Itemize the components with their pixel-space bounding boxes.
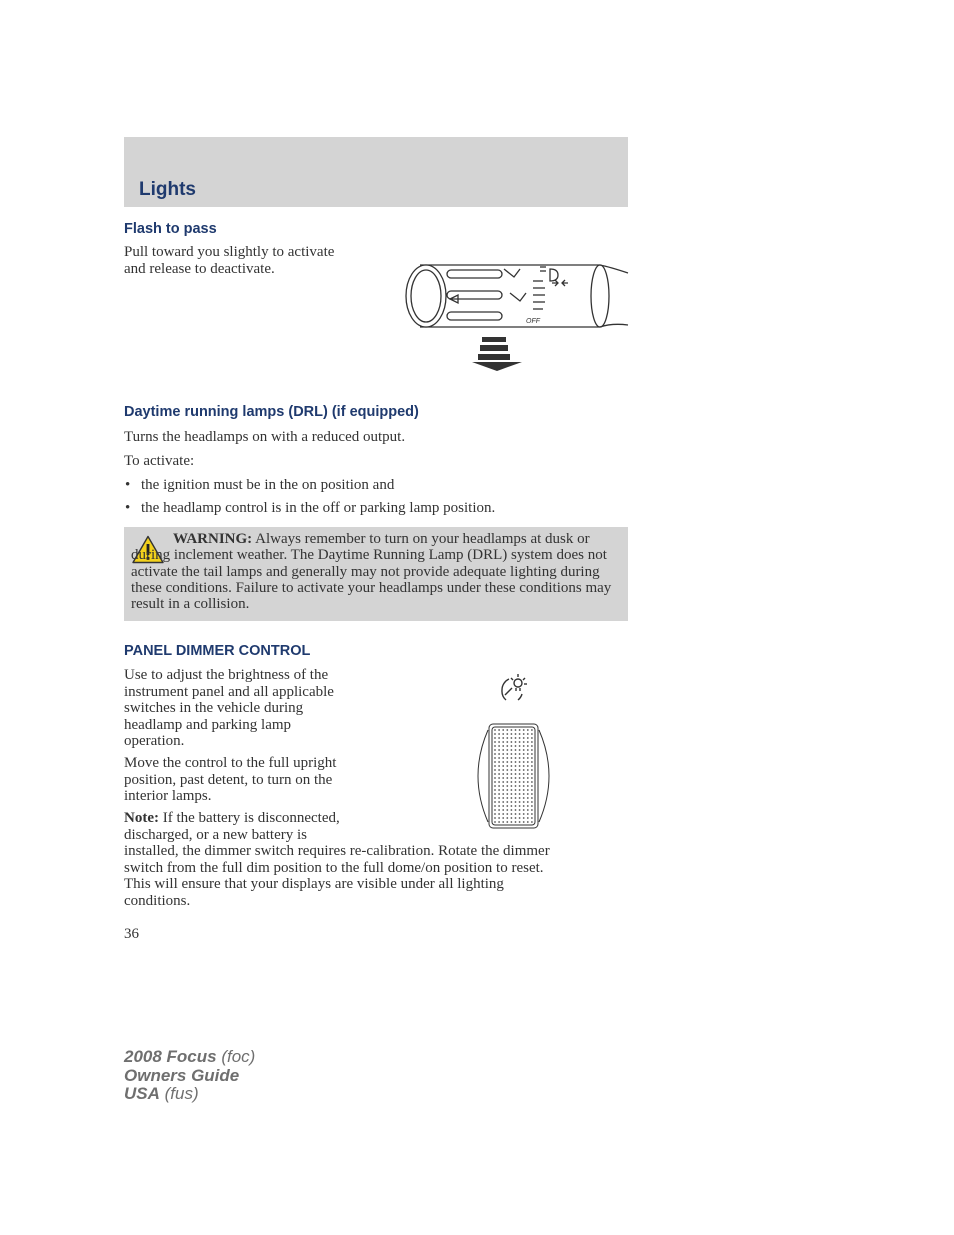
panel-dimmer-icon bbox=[497, 672, 531, 704]
wheel-grip-dot bbox=[506, 809, 508, 811]
wheel-grip-dot bbox=[498, 761, 500, 763]
wheel-grip-dot bbox=[498, 777, 500, 779]
wheel-grip-dot bbox=[531, 753, 533, 755]
section-title: Lights bbox=[139, 179, 196, 200]
wheel-grip-dot bbox=[523, 753, 525, 755]
wheel-grip-dot bbox=[527, 773, 529, 775]
wheel-grip-dot bbox=[515, 813, 517, 815]
wheel-grip-dot bbox=[494, 821, 496, 823]
wheel-grip-dot bbox=[519, 765, 521, 767]
wheel-grip-dot bbox=[523, 765, 525, 767]
wheel-grip-dot bbox=[519, 773, 521, 775]
wheel-grip-dot bbox=[523, 749, 525, 751]
wheel-grip-dot bbox=[494, 817, 496, 819]
wheel-grip-dot bbox=[494, 729, 496, 731]
wheel-grip-dot bbox=[523, 737, 525, 739]
wheel-grip-dot bbox=[506, 777, 508, 779]
wheel-grip-dot bbox=[494, 813, 496, 815]
wheel-grip-dot bbox=[515, 817, 517, 819]
wheel-grip-dot bbox=[523, 789, 525, 791]
wheel-grip-dot bbox=[519, 797, 521, 799]
wheel-grip-dot bbox=[515, 781, 517, 783]
wheel-grip-dot bbox=[519, 729, 521, 731]
footer-model: 2008 Focus bbox=[124, 1047, 217, 1066]
wheel-grip-dot bbox=[506, 797, 508, 799]
wheel-grip-dot bbox=[502, 785, 504, 787]
wheel-grip-dot bbox=[498, 805, 500, 807]
wheel-grip-dot bbox=[515, 749, 517, 751]
panel-dimmer-paragraph-2 bbox=[124, 755, 336, 805]
warning-body: Always remember to turn on your headlamps at dusk or during inclement weather. The Daytime Running Lamp (DRL) system does not activate the tail lamps and generally may not provide adequate lighting during these conditions. Failure to activate your headlamps under these conditions may result in a collision. bbox=[131, 531, 612, 613]
text-line: switches in the vehicle during bbox=[124, 700, 304, 716]
flash-to-pass-heading: Flash to pass bbox=[124, 221, 217, 237]
drl-heading: Daytime running lamps (DRL) (if equipped) bbox=[124, 404, 419, 420]
wheel-grip-dot bbox=[523, 817, 525, 819]
wheel-grip-dot bbox=[494, 741, 496, 743]
bullet-dot: • bbox=[125, 477, 131, 493]
drl-intro: Turns the headlamps on with a reduced output. bbox=[124, 429, 406, 445]
wheel-grip-dot bbox=[502, 737, 504, 739]
wheel-grip-dot bbox=[515, 821, 517, 823]
wheel-grip-dot bbox=[511, 817, 513, 819]
wheel-grip-dot bbox=[515, 761, 517, 763]
wheel-grip-dot bbox=[519, 753, 521, 755]
wheel-grip-dot bbox=[494, 781, 496, 783]
wheel-grip-dot bbox=[494, 793, 496, 795]
wheel-grip-dot bbox=[531, 789, 533, 791]
wheel-grip-dot bbox=[494, 733, 496, 735]
wheel-grip-dot bbox=[531, 745, 533, 747]
text-line: If the battery is disconnected, bbox=[158, 810, 340, 826]
wheel-grip-dot bbox=[515, 797, 517, 799]
wheel-grip-dot bbox=[494, 777, 496, 779]
wheel-grip-dot bbox=[494, 737, 496, 739]
wheel-grip-dot bbox=[506, 769, 508, 771]
panel-dimmer-paragraph-1 bbox=[124, 667, 334, 750]
wheel-grip-dot bbox=[498, 741, 500, 743]
footer-model-code: (foc) bbox=[216, 1047, 256, 1066]
wheel-grip-dot bbox=[527, 821, 529, 823]
wheel-grip-dot bbox=[519, 745, 521, 747]
wheel-grip-dot bbox=[494, 785, 496, 787]
wheel-grip-dot bbox=[519, 741, 521, 743]
wheel-grip-dot bbox=[498, 757, 500, 759]
wheel-grip-dot bbox=[523, 729, 525, 731]
wheel-grip-dot bbox=[502, 813, 504, 815]
wheel-grip-dot bbox=[515, 769, 517, 771]
wheel-grip-dot bbox=[502, 761, 504, 763]
wheel-grip-dot bbox=[531, 797, 533, 799]
text-line: Use to adjust the brightness of the bbox=[124, 667, 329, 683]
wheel-grip-dot bbox=[519, 821, 521, 823]
wheel-grip-dot bbox=[527, 781, 529, 783]
wheel-grip-dot bbox=[511, 805, 513, 807]
warning-text bbox=[131, 531, 617, 612]
wheel-grip-dot bbox=[523, 781, 525, 783]
wheel-grip-dot bbox=[494, 765, 496, 767]
wheel-grip-dot bbox=[494, 801, 496, 803]
wheel-grip-dot bbox=[527, 813, 529, 815]
wheel-grip-dot bbox=[498, 729, 500, 731]
wheel-grip-dot bbox=[519, 769, 521, 771]
text-line: Move the control to the full upright bbox=[124, 755, 337, 771]
wheel-grip-dot bbox=[523, 785, 525, 787]
flash-to-pass-body bbox=[124, 244, 334, 277]
wheel-grip-dot bbox=[527, 801, 529, 803]
wheel-grip-dot bbox=[511, 773, 513, 775]
wheel-grip-dot bbox=[502, 821, 504, 823]
wheel-grip-dot bbox=[506, 793, 508, 795]
flash-to-pass-line: and release to deactivate. bbox=[124, 260, 275, 277]
wheel-grip-dot bbox=[502, 793, 504, 795]
wheel-grip-dot bbox=[511, 741, 513, 743]
wheel-grip-dot bbox=[498, 749, 500, 751]
wheel-grip-dot bbox=[531, 821, 533, 823]
wheel-grip-dot bbox=[531, 777, 533, 779]
wheel-grip-dot bbox=[527, 777, 529, 779]
wheel-grip-dot bbox=[523, 769, 525, 771]
wheel-grip-dot bbox=[498, 817, 500, 819]
wheel-grip-dot bbox=[498, 781, 500, 783]
wheel-grip-dot bbox=[494, 809, 496, 811]
text-line: headlamp and parking lamp bbox=[124, 716, 292, 733]
wheel-grip-dot bbox=[502, 741, 504, 743]
wheel-grip-dot bbox=[531, 737, 533, 739]
wheel-grip-dot bbox=[519, 813, 521, 815]
wheel-grip-dot bbox=[506, 813, 508, 815]
wheel-grip-dot bbox=[502, 749, 504, 751]
wheel-grip-dot bbox=[502, 765, 504, 767]
wheel-grip-dot bbox=[498, 797, 500, 799]
wheel-grip-dot bbox=[519, 761, 521, 763]
wheel-grip-dot bbox=[515, 801, 517, 803]
wheel-grip-dot bbox=[502, 797, 504, 799]
wheel-grip-dot bbox=[511, 769, 513, 771]
wheel-grip-dot bbox=[506, 785, 508, 787]
wheel-grip-dot bbox=[511, 761, 513, 763]
wheel-grip-dot bbox=[502, 773, 504, 775]
wheel-grip-dot bbox=[531, 729, 533, 731]
wheel-grip-dot bbox=[511, 745, 513, 747]
wheel-grip-dot bbox=[498, 737, 500, 739]
wheel-grip-dot bbox=[531, 781, 533, 783]
panel-dimmer-heading: PANEL DIMMER CONTROL bbox=[124, 643, 311, 659]
wheel-grip-dot bbox=[519, 789, 521, 791]
wheel-grip-dot bbox=[494, 757, 496, 759]
wheel-grip-dot bbox=[523, 809, 525, 811]
wheel-grip-dot bbox=[506, 745, 508, 747]
wheel-grip-dot bbox=[511, 729, 513, 731]
wheel-grip-dot bbox=[502, 809, 504, 811]
wheel-grip-dot bbox=[494, 805, 496, 807]
wheel-grip-dot bbox=[515, 789, 517, 791]
text-line: discharged, or a new battery is bbox=[124, 826, 307, 843]
wheel-grip-dot bbox=[531, 817, 533, 819]
wheel-grip-dot bbox=[515, 773, 517, 775]
wheel-grip-dot bbox=[515, 809, 517, 811]
wheel-grip-dot bbox=[511, 797, 513, 799]
text-line: position, past detent, to turn on the bbox=[124, 771, 333, 788]
wheel-grip-dot bbox=[506, 765, 508, 767]
text-line: conditions. bbox=[124, 892, 191, 909]
wheel-grip-dot bbox=[502, 729, 504, 731]
wheel-grip-dot bbox=[527, 733, 529, 735]
wheel-grip-dot bbox=[519, 801, 521, 803]
wheel-grip-dot bbox=[523, 805, 525, 807]
wheel-grip-dot bbox=[527, 789, 529, 791]
wheel-grip-dot bbox=[498, 821, 500, 823]
wheel-grip-dot bbox=[519, 793, 521, 795]
wheel-grip-dot bbox=[527, 729, 529, 731]
wheel-grip-dot bbox=[527, 805, 529, 807]
wheel-grip-dot bbox=[502, 745, 504, 747]
wheel-grip-dot bbox=[515, 733, 517, 735]
wheel-grip-dot bbox=[531, 749, 533, 751]
wheel-grip-dot bbox=[506, 817, 508, 819]
wheel-grip-dot bbox=[494, 753, 496, 755]
wheel-grip-dot bbox=[506, 757, 508, 759]
wheel-grip-dot bbox=[498, 801, 500, 803]
wheel-grip-dot bbox=[502, 769, 504, 771]
dimmer-thumbwheel-illustration bbox=[476, 720, 551, 832]
text-line: operation. bbox=[124, 733, 185, 749]
wheel-grip-dot bbox=[515, 757, 517, 759]
wheel-grip-dot bbox=[506, 781, 508, 783]
wheel-grip-dot bbox=[515, 745, 517, 747]
wheel-grip-dot bbox=[523, 733, 525, 735]
flash-to-pass-line: Pull toward you slightly to activate bbox=[124, 244, 335, 260]
wheel-grip-dot bbox=[527, 737, 529, 739]
wheel-grip-dot bbox=[498, 785, 500, 787]
wheel-grip-dot bbox=[494, 789, 496, 791]
wheel-grip-dot bbox=[494, 761, 496, 763]
wheel-grip-dot bbox=[515, 729, 517, 731]
section-header-band bbox=[124, 137, 628, 207]
text-line: switch from the full dim position to the full dome/on position to reset. bbox=[124, 859, 544, 876]
wheel-grip-dot bbox=[498, 733, 500, 735]
wheel-grip-dot bbox=[511, 749, 513, 751]
wheel-grip-dot bbox=[531, 785, 533, 787]
wheel-grip-dot bbox=[531, 769, 533, 771]
wheel-grip-dot bbox=[502, 777, 504, 779]
wheel-grip-dot bbox=[502, 789, 504, 791]
wheel-grip-dot bbox=[519, 737, 521, 739]
wheel-grip-dot bbox=[519, 749, 521, 751]
wheel-grip-dot bbox=[531, 765, 533, 767]
wheel-grip-dot bbox=[523, 777, 525, 779]
list-item-text: the ignition must be in the on position and bbox=[141, 477, 395, 493]
wheel-grip-dot bbox=[531, 757, 533, 759]
wheel-grip-dot bbox=[523, 801, 525, 803]
wheel-grip-dot bbox=[519, 757, 521, 759]
wheel-grip-dot bbox=[527, 785, 529, 787]
wheel-grip-dot bbox=[519, 781, 521, 783]
wheel-grip-dot bbox=[519, 785, 521, 787]
wheel-grip-dot bbox=[527, 769, 529, 771]
wheel-grip-dot bbox=[498, 789, 500, 791]
footer-region-code: (fus) bbox=[159, 1084, 199, 1103]
wheel-grip-dot bbox=[511, 765, 513, 767]
wheel-grip-dot bbox=[498, 813, 500, 815]
text-line: interior lamps. bbox=[124, 788, 212, 804]
wheel-grip-dot bbox=[498, 769, 500, 771]
wheel-grip-dot bbox=[523, 813, 525, 815]
wheel-grip-dot bbox=[511, 777, 513, 779]
wheel-grip-dot bbox=[531, 741, 533, 743]
list-item-text: the headlamp control is in the off or parking lamp position. bbox=[141, 500, 496, 516]
wheel-grip-dot bbox=[498, 793, 500, 795]
wheel-grip-dot bbox=[511, 781, 513, 783]
wheel-grip-dot bbox=[531, 809, 533, 811]
wheel-grip-dot bbox=[515, 741, 517, 743]
wheel-grip-dot bbox=[527, 797, 529, 799]
headlamp-stalk-illustration bbox=[400, 255, 630, 375]
stalk-off-label: OFF bbox=[526, 318, 540, 325]
wheel-grip-dot bbox=[515, 805, 517, 807]
wheel-grip-dot bbox=[515, 737, 517, 739]
wheel-grip-dot bbox=[519, 809, 521, 811]
wheel-grip-dot bbox=[531, 793, 533, 795]
wheel-grip-dot bbox=[498, 745, 500, 747]
wheel-grip-dot bbox=[511, 785, 513, 787]
wheel-grip-dot bbox=[511, 821, 513, 823]
wheel-grip-dot bbox=[506, 753, 508, 755]
wheel-grip-dot bbox=[519, 777, 521, 779]
warning-box bbox=[124, 527, 628, 621]
wheel-grip-dot bbox=[506, 737, 508, 739]
wheel-grip-dot bbox=[511, 757, 513, 759]
wheel-grip-dot bbox=[519, 733, 521, 735]
wheel-grip-dot bbox=[511, 793, 513, 795]
drl-activate-label: To activate: bbox=[124, 453, 195, 469]
document-footer bbox=[124, 1048, 255, 1104]
wheel-grip-dot bbox=[515, 793, 517, 795]
text-line: installed, the dimmer switch requires re-calibration. Rotate the dimmer bbox=[124, 843, 550, 859]
wheel-grip-dot bbox=[494, 749, 496, 751]
wheel-grip-dot bbox=[511, 737, 513, 739]
wheel-grip-dot bbox=[506, 741, 508, 743]
wheel-grip-dot bbox=[527, 817, 529, 819]
wheel-grip-dot bbox=[523, 821, 525, 823]
text-line: instrument panel and all applicable bbox=[124, 683, 334, 700]
wheel-grip-dot bbox=[531, 761, 533, 763]
wheel-grip-dot bbox=[527, 761, 529, 763]
wheel-grip-dot bbox=[502, 801, 504, 803]
page-number: 36 bbox=[124, 926, 139, 942]
wheel-grip-dot bbox=[527, 793, 529, 795]
wheel-grip-dot bbox=[494, 797, 496, 799]
wheel-grip-dot bbox=[506, 801, 508, 803]
wheel-grip-dot bbox=[523, 797, 525, 799]
footer-region: USA bbox=[124, 1084, 160, 1103]
wheel-grip-dot bbox=[494, 773, 496, 775]
wheel-grip-dot bbox=[494, 745, 496, 747]
wheel-grip-dot bbox=[531, 733, 533, 735]
wheel-grip-dot bbox=[506, 789, 508, 791]
wheel-grip-dot bbox=[506, 773, 508, 775]
wheel-grip-dot bbox=[527, 745, 529, 747]
wheel-grip-dot bbox=[523, 741, 525, 743]
wheel-grip-dot bbox=[523, 745, 525, 747]
wheel-grip-dot bbox=[511, 733, 513, 735]
wheel-grip-dot bbox=[502, 805, 504, 807]
warning-label: WARNING: bbox=[173, 531, 253, 547]
wheel-grip-dot bbox=[506, 761, 508, 763]
wheel-grip-dot bbox=[531, 773, 533, 775]
footer-guide: Owners Guide bbox=[124, 1065, 240, 1085]
wheel-grip-dot bbox=[506, 821, 508, 823]
bullet-dot: • bbox=[125, 500, 131, 516]
wheel-grip-dot bbox=[527, 765, 529, 767]
wheel-grip-dot bbox=[515, 765, 517, 767]
wheel-grip-dot bbox=[511, 789, 513, 791]
wheel-grip-dot bbox=[527, 749, 529, 751]
wheel-grip-dot bbox=[519, 805, 521, 807]
wheel-grip-dot bbox=[502, 753, 504, 755]
wheel-grip-dot bbox=[527, 809, 529, 811]
wheel-grip-dot bbox=[502, 733, 504, 735]
wheel-grip-dot bbox=[531, 801, 533, 803]
wheel-grip-dot bbox=[502, 817, 504, 819]
wheel-grip-dot bbox=[498, 753, 500, 755]
wheel-grip-dot bbox=[506, 733, 508, 735]
wheel-grip-dot bbox=[519, 817, 521, 819]
wheel-grip-dot bbox=[511, 801, 513, 803]
wheel-grip-dot bbox=[523, 773, 525, 775]
wheel-grip-dot bbox=[527, 753, 529, 755]
wheel-grip-dot bbox=[511, 753, 513, 755]
wheel-grip-dot bbox=[502, 757, 504, 759]
wheel-grip-dot bbox=[506, 749, 508, 751]
wheel-grip-dot bbox=[511, 809, 513, 811]
wheel-grip-dot bbox=[506, 729, 508, 731]
wheel-grip-dot bbox=[531, 805, 533, 807]
wheel-grip-dot bbox=[502, 781, 504, 783]
wheel-grip-dot bbox=[527, 741, 529, 743]
wheel-grip-dot bbox=[523, 757, 525, 759]
wheel-grip-dot bbox=[498, 765, 500, 767]
text-line: This will ensure that your displays are visible under all lighting bbox=[124, 876, 504, 892]
wheel-grip-dot bbox=[511, 813, 513, 815]
wheel-grip-dot bbox=[527, 757, 529, 759]
wheel-grip-dot bbox=[515, 753, 517, 755]
wheel-grip-dot bbox=[498, 809, 500, 811]
wheel-grip-dot bbox=[498, 773, 500, 775]
note-label: Note: bbox=[124, 810, 159, 826]
wheel-grip-dot bbox=[531, 813, 533, 815]
wheel-grip-dot bbox=[523, 793, 525, 795]
wheel-grip-dot bbox=[494, 769, 496, 771]
wheel-grip-dot bbox=[515, 777, 517, 779]
wheel-grip-dot bbox=[515, 785, 517, 787]
wheel-grip-dot bbox=[506, 805, 508, 807]
wheel-grip-dot bbox=[523, 761, 525, 763]
